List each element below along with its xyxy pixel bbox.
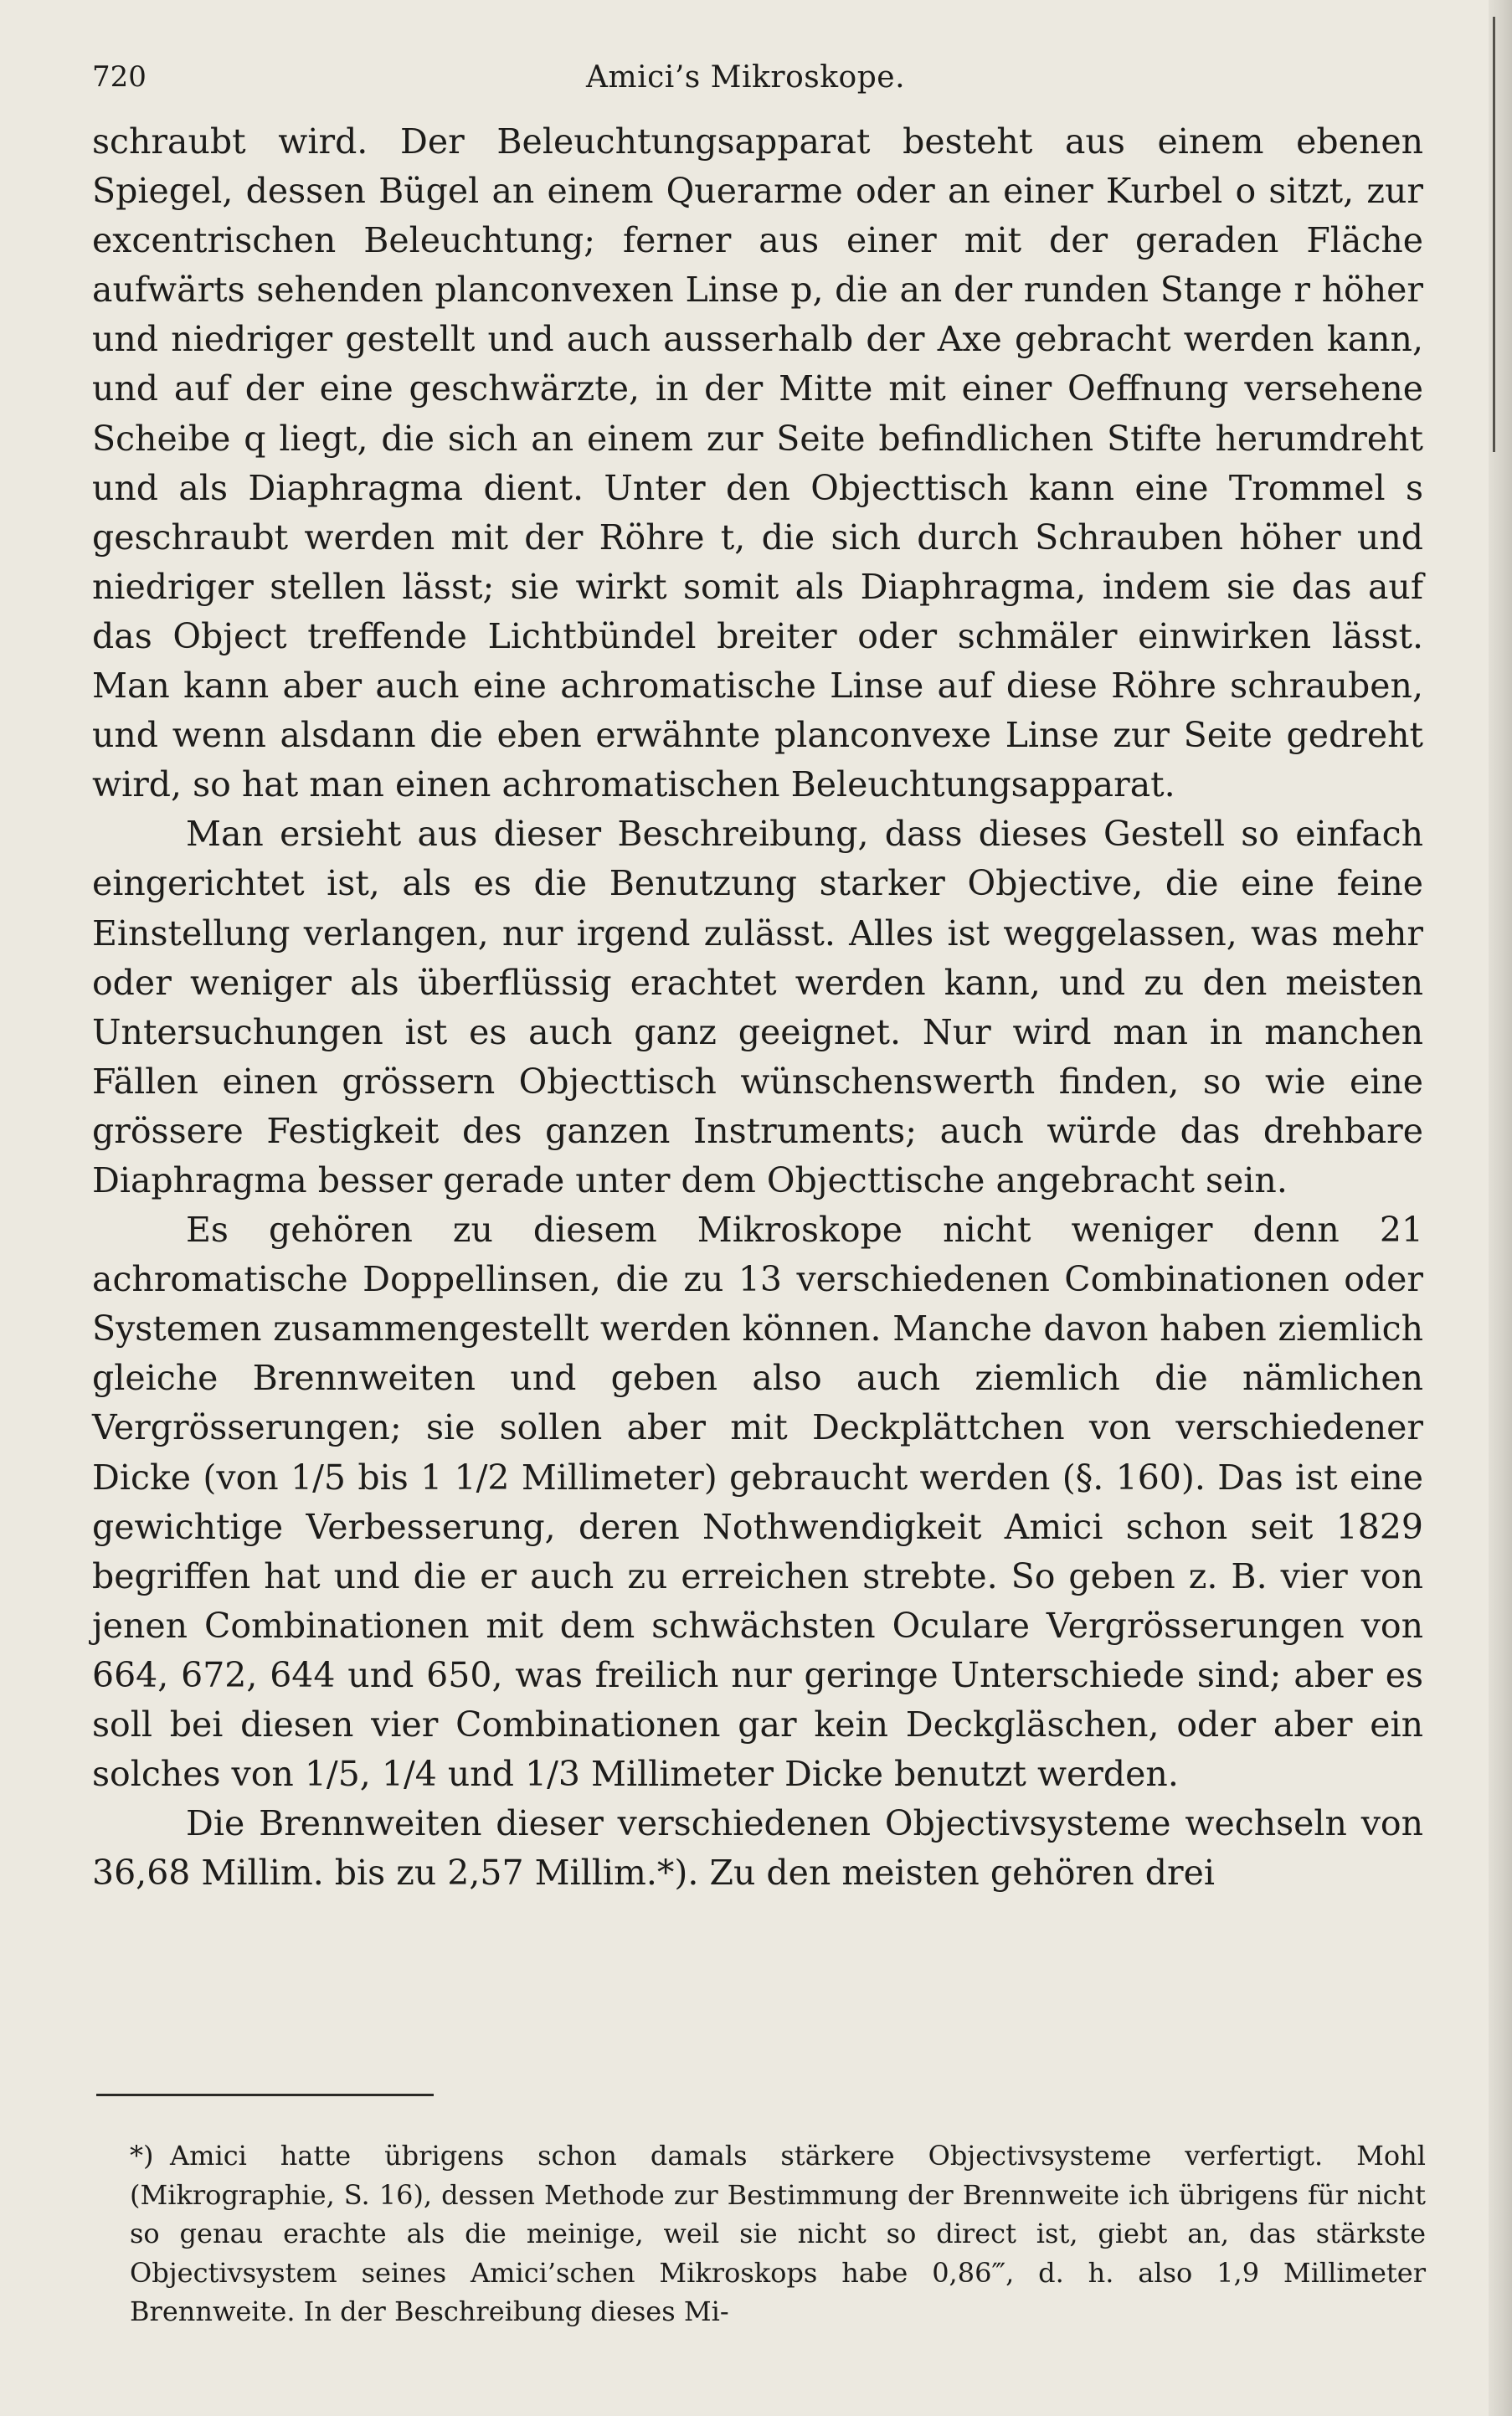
binding-shadow <box>1493 17 1495 452</box>
footnote-marker: *) <box>130 2140 154 2172</box>
running-title: Amici’s Mikroskope. <box>586 60 906 95</box>
page-header <box>92 60 1423 102</box>
page-number: 720 <box>92 60 147 94</box>
paragraph-4: Die Brennweiten dieser verschiedenen Objectivsysteme wechseln von 36,68 Millim. bis zu 2,57 Millim.*). Zu den meisten gehören drei <box>92 1803 1423 1894</box>
main-text <box>92 117 1423 1898</box>
paragraph-3: Es gehören zu diesem Mikroskope nicht weniger denn 21 achromatische Doppellinsen, die zu 13 verschiedenen Combinationen oder Systemen zusammengestellt werden können. Manche davon haben ziemlich gleiche Brennweiten und geben also auch ziemlich die nämlichen Vergrösserungen; sie sollen aber mit Deckplättchen von verschiedener Dicke (von 1/5 bis 1 1/2 Millimeter) gebraucht werden (§. 160). Das ist eine gewichtige Verbesserung, deren Nothwendigkeit Amici schon seit 1829 begriffen hat und die er auch zu erreichen strebte. So geben z. B. vier von jenen Combinationen mit dem schwächsten Oculare Vergrösserungen von 664, 672, 644 und 650, was freilich nur geringe Unterschiede sind; aber es soll bei diesen vier Combinationen gar kein Deckgläschen, oder aber ein solches von 1/5, 1/4 und 1/3 Millimeter Dicke benutzt werden. <box>92 1210 1423 1795</box>
footnote <box>130 2136 1426 2331</box>
footnote-rule <box>96 2094 434 2096</box>
page-edge <box>1489 0 1512 2416</box>
paragraph-2: Man ersieht aus dieser Beschreibung, dass dieses Gestell so einfach eingerichtet ist, als es die Benutzung starker Objective, die eine feine Einstellung verlangen, nur irgend zulässt. Alles ist weggelassen, was mehr oder weniger als überflüssig erachtet werden kann, und zu den meisten Untersuchungen ist es auch ganz geeignet. Nur wird man in manchen Fällen einen grössern Objecttisch wünschenswerth finden, so wie eine grössere Festigkeit des ganzen Instruments; auch würde das drehbare Diaphragma besser gerade unter dem Objecttische angebracht sein. <box>92 814 1423 1200</box>
paragraph-1: schraubt wird. Der Beleuchtungsapparat besteht aus einem ebenen Spiegel, dessen Bügel an einem Querarme oder an einer Kurbel o sitzt, zur excentrischen Beleuchtung; ferner aus einer mit der geraden Fläche aufwärts sehenden planconvexen Linse p, die an der runden Stange r höher und niedriger gestellt und auch ausserhalb der Axe gebracht werden kann, und auf der eine geschwärzte, in der Mitte mit einer Oeffnung versehene Scheibe q liegt, die sich an einem zur Seite befindlichen Stifte herumdreht und als Diaphragma dient. Unter den Objecttisch kann eine Trommel s geschraubt werden mit der Röhre t, die sich durch Schrauben höher und niedriger stellen lässt; sie wirkt somit als Diaphragma, indem sie das auf das Object treffende Lichtbündel breiter oder schmäler einwirken lässt. Man kann aber auch eine achromatische Linse auf diese Röhre schrauben, und wenn alsdann die eben erwähnte planconvexe Linse zur Seite gedreht wird, so hat man einen achromatischen Beleuchtungsapparat. <box>92 121 1423 805</box>
footnote-text: Amici hatte übrigens schon damals stärkere Objectivsysteme verfertigt. Mohl (Mikrographie, S. 16), dessen Methode zur Bestimmung der Brennweite ich übrigens für nicht so genau erachte als die meinige, weil sie nicht so direct ist, giebt an, das stärkste Objectivsystem seines Amici’schen Mikroskops habe 0,86‴, d. h. also 1,9 Millimeter Brennweite. In der Beschreibung dieses Mi- <box>130 2140 1426 2327</box>
